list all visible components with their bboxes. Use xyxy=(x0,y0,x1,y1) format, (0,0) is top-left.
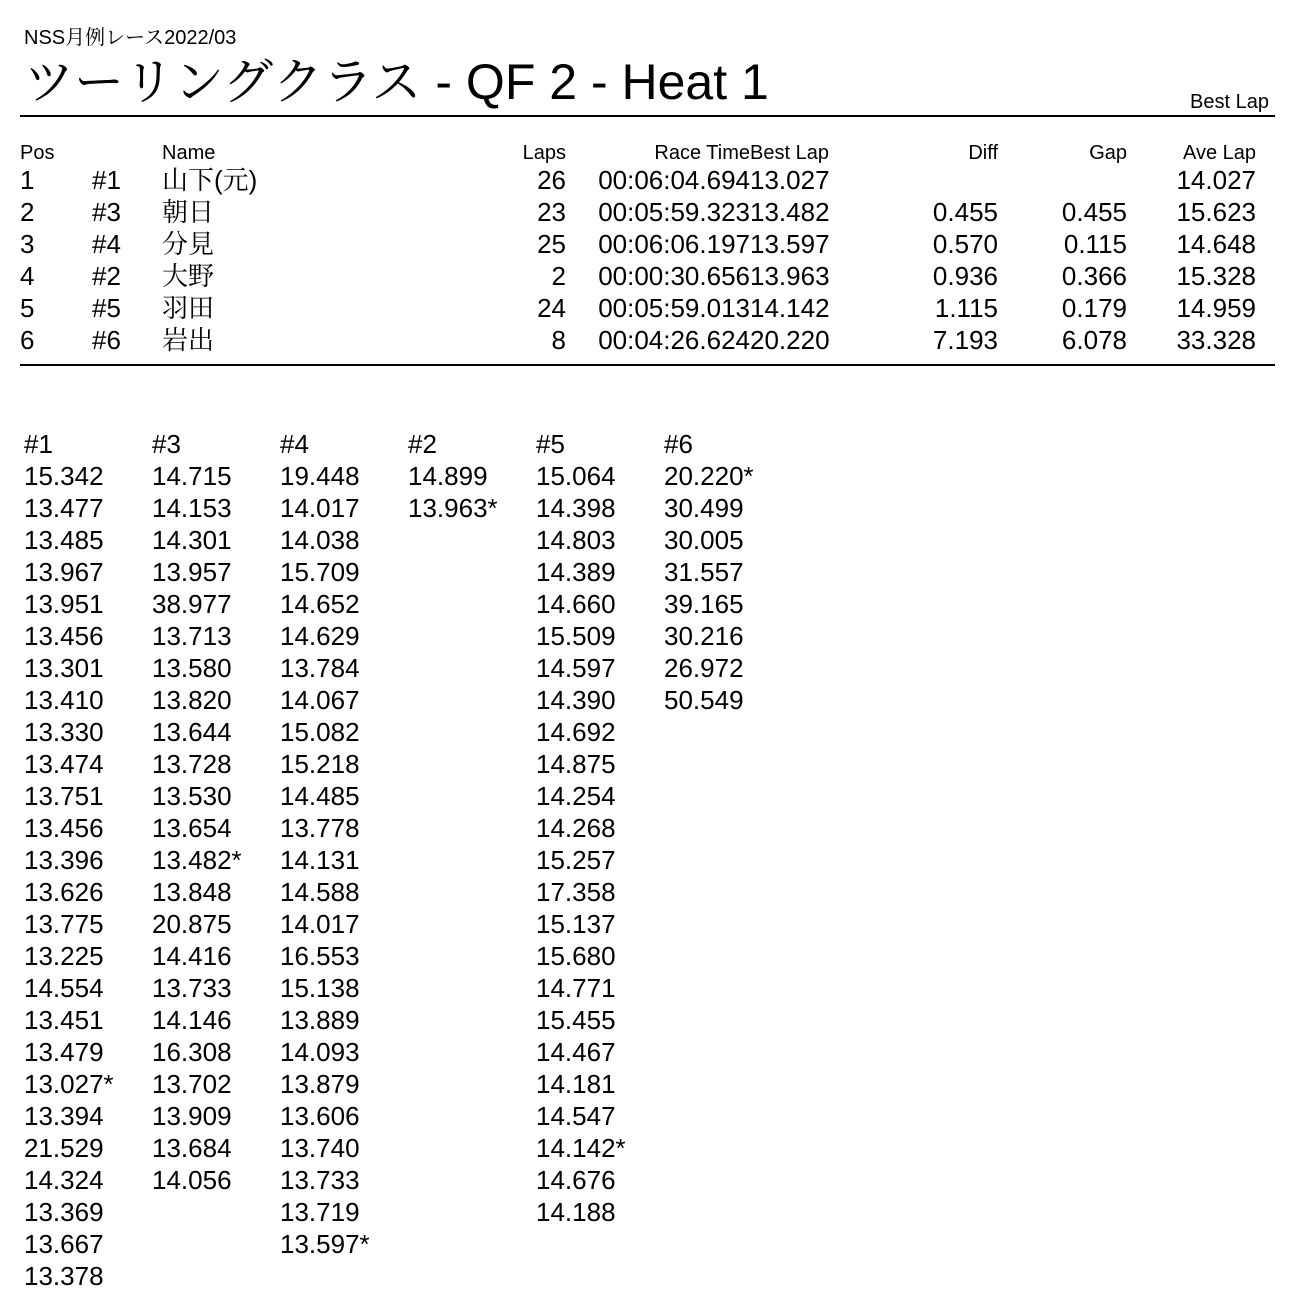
cell-driver-name: 山下(元) xyxy=(162,165,258,195)
cell-diff: 1.115 xyxy=(934,293,998,323)
lap-time: 14.660 xyxy=(536,589,616,619)
cell-laps: 2 xyxy=(551,261,566,291)
table-row xyxy=(20,260,1256,292)
cell-ave-lap: 14.959 xyxy=(1176,293,1256,323)
lap-time: 14.803 xyxy=(536,525,616,555)
lap-time: 15.257 xyxy=(536,845,616,875)
lap-time: 13.369 xyxy=(24,1197,104,1227)
cell-driver-name: 分見 xyxy=(162,229,215,259)
lap-time: 13.684 xyxy=(152,1133,232,1163)
lap-time: 15.680 xyxy=(536,941,616,971)
lap-time: 14.416 xyxy=(152,941,232,971)
lap-time: 38.977 xyxy=(152,589,232,619)
table-row xyxy=(20,292,1256,324)
lap-time: 13.733 xyxy=(280,1165,360,1195)
cell-car-number: #6 xyxy=(92,325,121,355)
cell-laps: 25 xyxy=(537,229,566,259)
lap-time: 19.448 xyxy=(280,461,360,491)
cell-best-lap: 14.142 xyxy=(750,293,830,323)
cell-diff: 0.936 xyxy=(932,261,998,291)
cell-best-lap: 13.963 xyxy=(750,261,830,291)
lap-time: 13.477 xyxy=(24,493,104,523)
cell-driver-name: 大野 xyxy=(162,261,215,291)
cell-gap: 0.366 xyxy=(1061,261,1127,291)
table-row xyxy=(20,196,1256,228)
lap-time: 21.529 xyxy=(24,1133,104,1163)
lap-column-header: #1 xyxy=(24,429,53,459)
lap-time: 14.692 xyxy=(536,717,616,747)
event-subtitle: NSS月例レース2022/03 xyxy=(24,27,237,49)
lap-time: 13.951 xyxy=(24,589,104,619)
cell-race-time: 00:06:06.197 xyxy=(598,229,750,259)
lap-time: 14.597 xyxy=(536,653,616,683)
lap-time: 13.667 xyxy=(24,1229,104,1259)
lap-time: 13.644 xyxy=(152,717,232,747)
lap-time: 13.410 xyxy=(24,685,104,715)
cell-race-time: 00:00:30.656 xyxy=(598,261,750,291)
lap-time: 14.652 xyxy=(280,589,360,619)
lap-time: 20.220* xyxy=(664,461,754,491)
lap-time: 13.301 xyxy=(24,653,104,683)
lap-time: 13.451 xyxy=(24,1005,104,1035)
cell-gap xyxy=(998,164,1127,196)
cell-ave-lap: 14.027 xyxy=(1176,165,1256,195)
results-header-row xyxy=(20,142,1256,164)
cell-best-lap: 13.027 xyxy=(750,165,830,195)
cell-gap: 0.455 xyxy=(1061,197,1127,227)
table-row xyxy=(20,228,1256,260)
cell-best-lap: 13.482 xyxy=(750,197,830,227)
col-name: Name xyxy=(162,142,216,164)
cell-driver-name: 朝日 xyxy=(162,197,215,227)
lap-column xyxy=(536,428,664,1228)
lap-time: 26.972 xyxy=(664,653,744,683)
cell-ave-lap: 33.328 xyxy=(1176,325,1256,355)
cell-race-time: 00:05:59.013 xyxy=(598,293,750,323)
lap-time: 14.771 xyxy=(536,973,616,1003)
lap-time: 14.153 xyxy=(152,493,232,523)
lap-time: 13.654 xyxy=(152,813,232,843)
col-race-time: Race Time xyxy=(654,142,750,164)
lap-time: 14.390 xyxy=(536,685,616,715)
cell-laps: 26 xyxy=(537,165,566,195)
cell-race-time: 00:06:04.694 xyxy=(598,165,750,195)
cell-diff xyxy=(870,164,998,196)
lap-time: 13.848 xyxy=(152,877,232,907)
cell-race-time: 00:04:26.624 xyxy=(598,325,750,355)
cell-gap: 6.078 xyxy=(1061,325,1127,355)
lap-time: 13.889 xyxy=(280,1005,360,1035)
lap-time: 14.554 xyxy=(24,973,104,1003)
lap-time: 13.580 xyxy=(152,653,232,683)
lap-time: 13.396 xyxy=(24,845,104,875)
cell-pos: 2 xyxy=(20,197,35,227)
lap-time: 13.378 xyxy=(24,1261,104,1291)
lap-time: 14.268 xyxy=(536,813,616,843)
lap-column-header: #2 xyxy=(408,429,437,459)
col-ave-lap: Ave Lap xyxy=(1182,142,1256,164)
lap-time: 50.549 xyxy=(664,685,744,715)
lap-time: 14.715 xyxy=(152,461,232,491)
lap-column-header: #5 xyxy=(536,429,565,459)
lap-time: 14.093 xyxy=(280,1037,360,1067)
lap-time: 14.254 xyxy=(536,781,616,811)
lap-time: 14.181 xyxy=(536,1069,616,1099)
lap-time: 14.142* xyxy=(536,1133,626,1163)
lap-column-header: #4 xyxy=(280,429,309,459)
lap-time: 14.324 xyxy=(24,1165,104,1195)
lap-time: 13.820 xyxy=(152,685,232,715)
results-table xyxy=(20,142,1256,356)
lap-time: 14.398 xyxy=(536,493,616,523)
cell-laps: 24 xyxy=(537,293,566,323)
col-pos: Pos xyxy=(20,142,55,164)
lap-time: 14.188 xyxy=(536,1197,616,1227)
lap-time: 30.005 xyxy=(664,525,744,555)
lap-time: 15.709 xyxy=(280,557,360,587)
lap-time: 14.131 xyxy=(280,845,360,875)
lap-time: 13.775 xyxy=(24,909,104,939)
lap-column xyxy=(664,428,792,716)
cell-car-number: #1 xyxy=(92,165,121,195)
lap-column xyxy=(280,428,408,1260)
cell-race-time: 00:05:59.323 xyxy=(598,197,750,227)
cell-best-lap: 20.220 xyxy=(750,325,830,355)
cell-laps: 8 xyxy=(551,325,566,355)
cell-best-lap: 13.597 xyxy=(750,229,830,259)
lap-time: 13.784 xyxy=(280,653,360,683)
cell-diff: 0.455 xyxy=(932,197,998,227)
lap-time: 13.027* xyxy=(24,1069,114,1099)
lap-time: 30.499 xyxy=(664,493,744,523)
lap-time: 13.963* xyxy=(408,493,498,523)
lap-time: 13.702 xyxy=(152,1069,232,1099)
cell-laps: 23 xyxy=(537,197,566,227)
cell-pos: 4 xyxy=(20,261,35,291)
lap-time: 31.557 xyxy=(664,557,744,587)
lap-time: 14.547 xyxy=(536,1101,616,1131)
lap-time: 14.899 xyxy=(408,461,488,491)
lap-time: 13.485 xyxy=(24,525,104,555)
lap-time: 14.875 xyxy=(536,749,616,779)
table-row xyxy=(20,324,1256,356)
lap-time: 15.137 xyxy=(536,909,616,939)
cell-diff: 0.570 xyxy=(932,229,998,259)
lap-time: 15.509 xyxy=(536,621,616,651)
page-title: ツーリングクラス - QF 2 - Heat 1 xyxy=(24,54,769,110)
lap-time: 14.017 xyxy=(280,493,360,523)
lap-time: 14.301 xyxy=(152,525,232,555)
top-divider xyxy=(20,115,1275,117)
sort-mode-label: Best Lap xyxy=(1190,91,1269,113)
cell-driver-name: 羽田 xyxy=(162,293,215,323)
lap-column-header: #3 xyxy=(152,429,181,459)
lap-time: 14.467 xyxy=(536,1037,616,1067)
lap-column xyxy=(24,428,152,1292)
lap-time: 14.056 xyxy=(152,1165,232,1195)
lap-time: 13.394 xyxy=(24,1101,104,1131)
cell-car-number: #2 xyxy=(92,261,121,291)
cell-gap: 0.115 xyxy=(1063,229,1127,259)
lap-time: 13.719 xyxy=(280,1197,360,1227)
lap-time: 13.879 xyxy=(280,1069,360,1099)
lap-time: 13.474 xyxy=(24,749,104,779)
lap-column xyxy=(152,428,280,1196)
lap-time: 14.676 xyxy=(536,1165,616,1195)
cell-car-number: #3 xyxy=(92,197,121,227)
lap-time: 13.225 xyxy=(24,941,104,971)
lap-time: 13.728 xyxy=(152,749,232,779)
lap-time: 13.713 xyxy=(152,621,232,651)
lap-time: 15.455 xyxy=(536,1005,616,1035)
cell-pos: 3 xyxy=(20,229,35,259)
lap-time: 13.456 xyxy=(24,621,104,651)
col-laps: Laps xyxy=(522,142,566,164)
lap-time: 13.479 xyxy=(24,1037,104,1067)
lap-time: 30.216 xyxy=(664,621,744,651)
lap-time: 14.038 xyxy=(280,525,360,555)
col-gap: Gap xyxy=(1089,142,1127,164)
lap-time: 13.909 xyxy=(152,1101,232,1131)
lap-time: 14.017 xyxy=(280,909,360,939)
lap-time: 17.358 xyxy=(536,877,616,907)
lap-time: 39.165 xyxy=(664,589,744,619)
lap-time: 13.330 xyxy=(24,717,104,747)
lap-time: 13.606 xyxy=(280,1101,360,1131)
cell-gap: 0.179 xyxy=(1061,293,1127,323)
lap-time: 13.456 xyxy=(24,813,104,843)
lap-time: 20.875 xyxy=(152,909,232,939)
lap-time: 15.138 xyxy=(280,973,360,1003)
lap-time: 14.146 xyxy=(152,1005,232,1035)
lap-time: 15.218 xyxy=(280,749,360,779)
lap-time: 13.482* xyxy=(152,845,242,875)
lap-time: 15.082 xyxy=(280,717,360,747)
lap-time: 13.733 xyxy=(152,973,232,1003)
lap-time: 13.530 xyxy=(152,781,232,811)
lap-column-header: #6 xyxy=(664,429,693,459)
cell-pos: 6 xyxy=(20,325,35,355)
cell-pos: 5 xyxy=(20,293,35,323)
lap-time: 13.967 xyxy=(24,557,104,587)
lap-time: 14.588 xyxy=(280,877,360,907)
lap-time: 14.629 xyxy=(280,621,360,651)
lap-time: 15.342 xyxy=(24,461,104,491)
cell-car-number: #5 xyxy=(92,293,121,323)
lap-time: 13.778 xyxy=(280,813,360,843)
table-row xyxy=(20,164,1256,196)
cell-car-number: #4 xyxy=(92,229,121,259)
lap-time: 13.740 xyxy=(280,1133,360,1163)
lap-time: 13.751 xyxy=(24,781,104,811)
lap-time: 16.553 xyxy=(280,941,360,971)
cell-diff: 7.193 xyxy=(932,325,998,355)
col-diff: Diff xyxy=(968,142,998,164)
cell-ave-lap: 15.328 xyxy=(1176,261,1256,291)
lap-time: 15.064 xyxy=(536,461,616,491)
lap-time: 13.957 xyxy=(152,557,232,587)
lap-time: 14.389 xyxy=(536,557,616,587)
cell-ave-lap: 14.648 xyxy=(1176,229,1256,259)
lap-time: 14.067 xyxy=(280,685,360,715)
col-car xyxy=(92,142,162,164)
lap-time: 13.597* xyxy=(280,1229,370,1259)
col-best-lap: Best Lap xyxy=(750,142,829,164)
lap-time: 16.308 xyxy=(152,1037,232,1067)
bottom-divider xyxy=(20,364,1275,366)
cell-ave-lap: 15.623 xyxy=(1176,197,1256,227)
lap-time: 14.485 xyxy=(280,781,360,811)
lap-column xyxy=(408,428,536,524)
cell-pos: 1 xyxy=(20,165,35,195)
cell-driver-name: 岩出 xyxy=(162,325,215,355)
lap-time: 13.626 xyxy=(24,877,104,907)
